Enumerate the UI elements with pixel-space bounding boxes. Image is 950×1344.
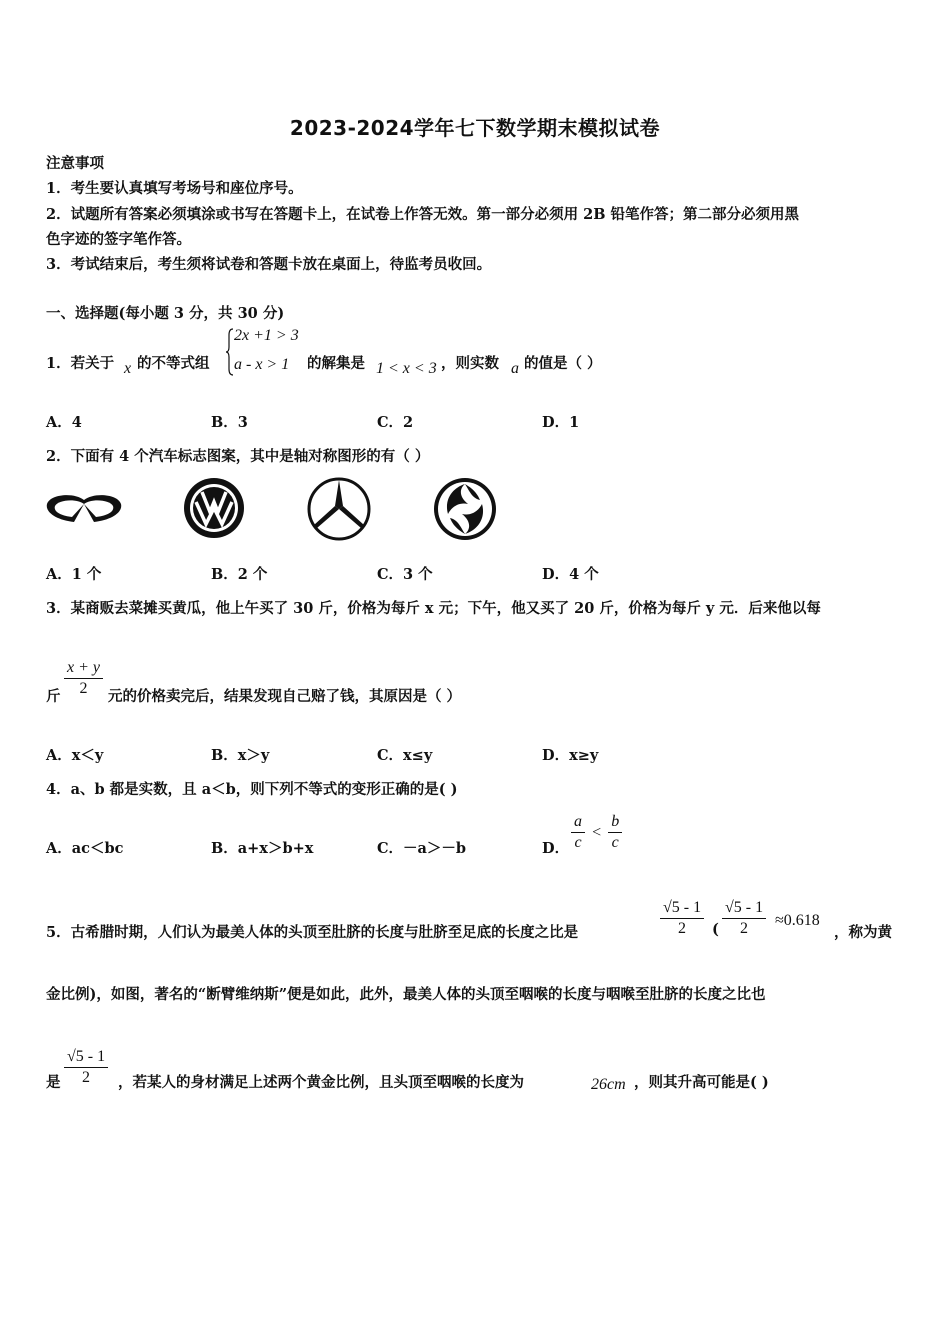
q5-frac-num: √5 - 1 (660, 898, 704, 919)
q4-d-num2: b (608, 812, 622, 833)
q3-fraction (64, 658, 103, 699)
q5-golden-fraction-1 (660, 898, 704, 939)
q3-stem: 3．某商贩去菜摊买黄瓜，他上午买了 30 斤，价格为每斤 x 元；下午，他又买了 20 斤，价格为每斤 y 元．后来他以每 (46, 600, 821, 617)
q5-frac-den: 2 (740, 920, 749, 937)
q1-text-3: 的解集是 (307, 355, 365, 372)
q5-text-5: ，则其升高可能是( ) (634, 1074, 769, 1091)
q4-d-den1: c (574, 834, 582, 851)
q4-d-num1: a (571, 812, 585, 833)
q4-option-d[interactable]: D． (542, 840, 570, 857)
q5-text-4: ，若某人的身材满足上述两个黄金比例，且头顶至咽喉的长度为 (118, 1074, 524, 1091)
mercedes-logo-icon (306, 476, 372, 542)
notice-item: 1．考生要认真填写考场号和座位序号。 (46, 180, 303, 197)
q4-option-c[interactable]: C．－a＞－b (377, 840, 467, 857)
q4-option-d-expression (571, 812, 622, 853)
q3-text-2: 元的价格卖完后，结果发现自己赔了钱，其原因是（ ） (108, 688, 462, 705)
q1-system-line-2: a - x > 1 (234, 356, 290, 373)
q5-length: 26cm (591, 1076, 626, 1093)
q2-option-d[interactable]: D．4 个 (542, 566, 599, 583)
q1-text-4: ，则实数 (441, 355, 499, 372)
q5-golden-fraction-3 (64, 1047, 108, 1088)
notice-item: 2．试题所有答案必须填涂或书写在答题卡上，在试卷上作答无效。第一部分必须用 2B 铅笔作答；第二部分必须用黑 (46, 206, 800, 223)
q5-paren-open: ( (712, 921, 719, 938)
section-heading: 一、选择题(每小题 3 分，共 30 分) (46, 305, 285, 322)
q3-text-1: 斤 (46, 688, 61, 705)
q1-system-line-1: 2x +1 > 3 (234, 327, 299, 344)
q1-text-5: 的值是（ ） (524, 355, 602, 372)
q1-option-a[interactable]: A．4 (46, 414, 82, 431)
q1-option-b[interactable]: B．3 (211, 414, 248, 431)
q3-option-b[interactable]: B．x＞y (211, 747, 270, 764)
q5-frac-num: √5 - 1 (64, 1047, 108, 1068)
q5-text-2: ，称为黄 (834, 924, 892, 941)
q2-option-c[interactable]: C．3 个 (377, 566, 433, 583)
q2-option-b[interactable]: B．2 个 (211, 566, 268, 583)
q1-option-c[interactable]: C．2 (377, 414, 414, 431)
q4-option-b[interactable]: B．a+x＞b+x (211, 840, 314, 857)
q3-option-a[interactable]: A．x＜y (46, 747, 104, 764)
q3-frac-den: 2 (79, 680, 88, 697)
dongfeng-logo-icon (432, 476, 498, 542)
q1-var-x: x (124, 360, 132, 377)
q5-text-line-2: 金比例)，如图，著名的“断臂维纳斯”便是如此，此外，最美人体的头顶至咽喉的长度与咽喉至肚脐的长度之比也 (46, 986, 766, 1003)
q2-stem: 2．下面有 4 个汽车标志图案，其中是轴对称图形的有（ ） (46, 448, 430, 465)
q4-d-lt: < (592, 823, 602, 841)
q5-frac-den: 2 (82, 1069, 91, 1086)
q4-option-a[interactable]: A．ac＜bc (46, 840, 124, 857)
infiniti-logo-icon (44, 488, 124, 528)
q5-text-1: 5．古希腊时期，人们认为最美人体的头顶至肚脐的长度与肚脐至足底的长度之比是 (46, 924, 579, 941)
q3-frac-num: x + y (64, 658, 103, 679)
page-title: 2023-2024学年七下数学期末模拟试卷 (289, 116, 661, 140)
volkswagen-logo-icon (182, 476, 246, 540)
q4-stem: 4．a、b 都是实数，且 a＜b，则下列不等式的变形正确的是( ) (46, 781, 458, 798)
q2-option-a[interactable]: A．1 个 (46, 566, 102, 583)
notice-item: 3．考试结束后，考生须将试卷和答题卡放在桌面上，待监考员收回。 (46, 256, 492, 273)
q4-d-den2: c (611, 834, 619, 851)
q5-approx-value: ≈0.618 (775, 912, 820, 929)
notice-heading: 注意事项 (46, 155, 104, 172)
q5-golden-fraction-2 (722, 898, 766, 939)
q1-solution: 1 < x < 3 (376, 360, 437, 377)
q1-text-1: 1．若关于 (46, 355, 115, 372)
q5-frac-num: √5 - 1 (722, 898, 766, 919)
q5-frac-den: 2 (678, 920, 687, 937)
q1-text-2: 的不等式组 (137, 355, 210, 372)
q3-option-d[interactable]: D．x≥y (542, 747, 599, 764)
q1-option-d[interactable]: D．1 (542, 414, 580, 431)
q5-text-3: 是 (46, 1074, 61, 1091)
notice-item: 色字迹的签字笔作答。 (46, 231, 191, 248)
q1-var-a: a (511, 360, 519, 377)
q3-option-c[interactable]: C．x≤y (377, 747, 433, 764)
